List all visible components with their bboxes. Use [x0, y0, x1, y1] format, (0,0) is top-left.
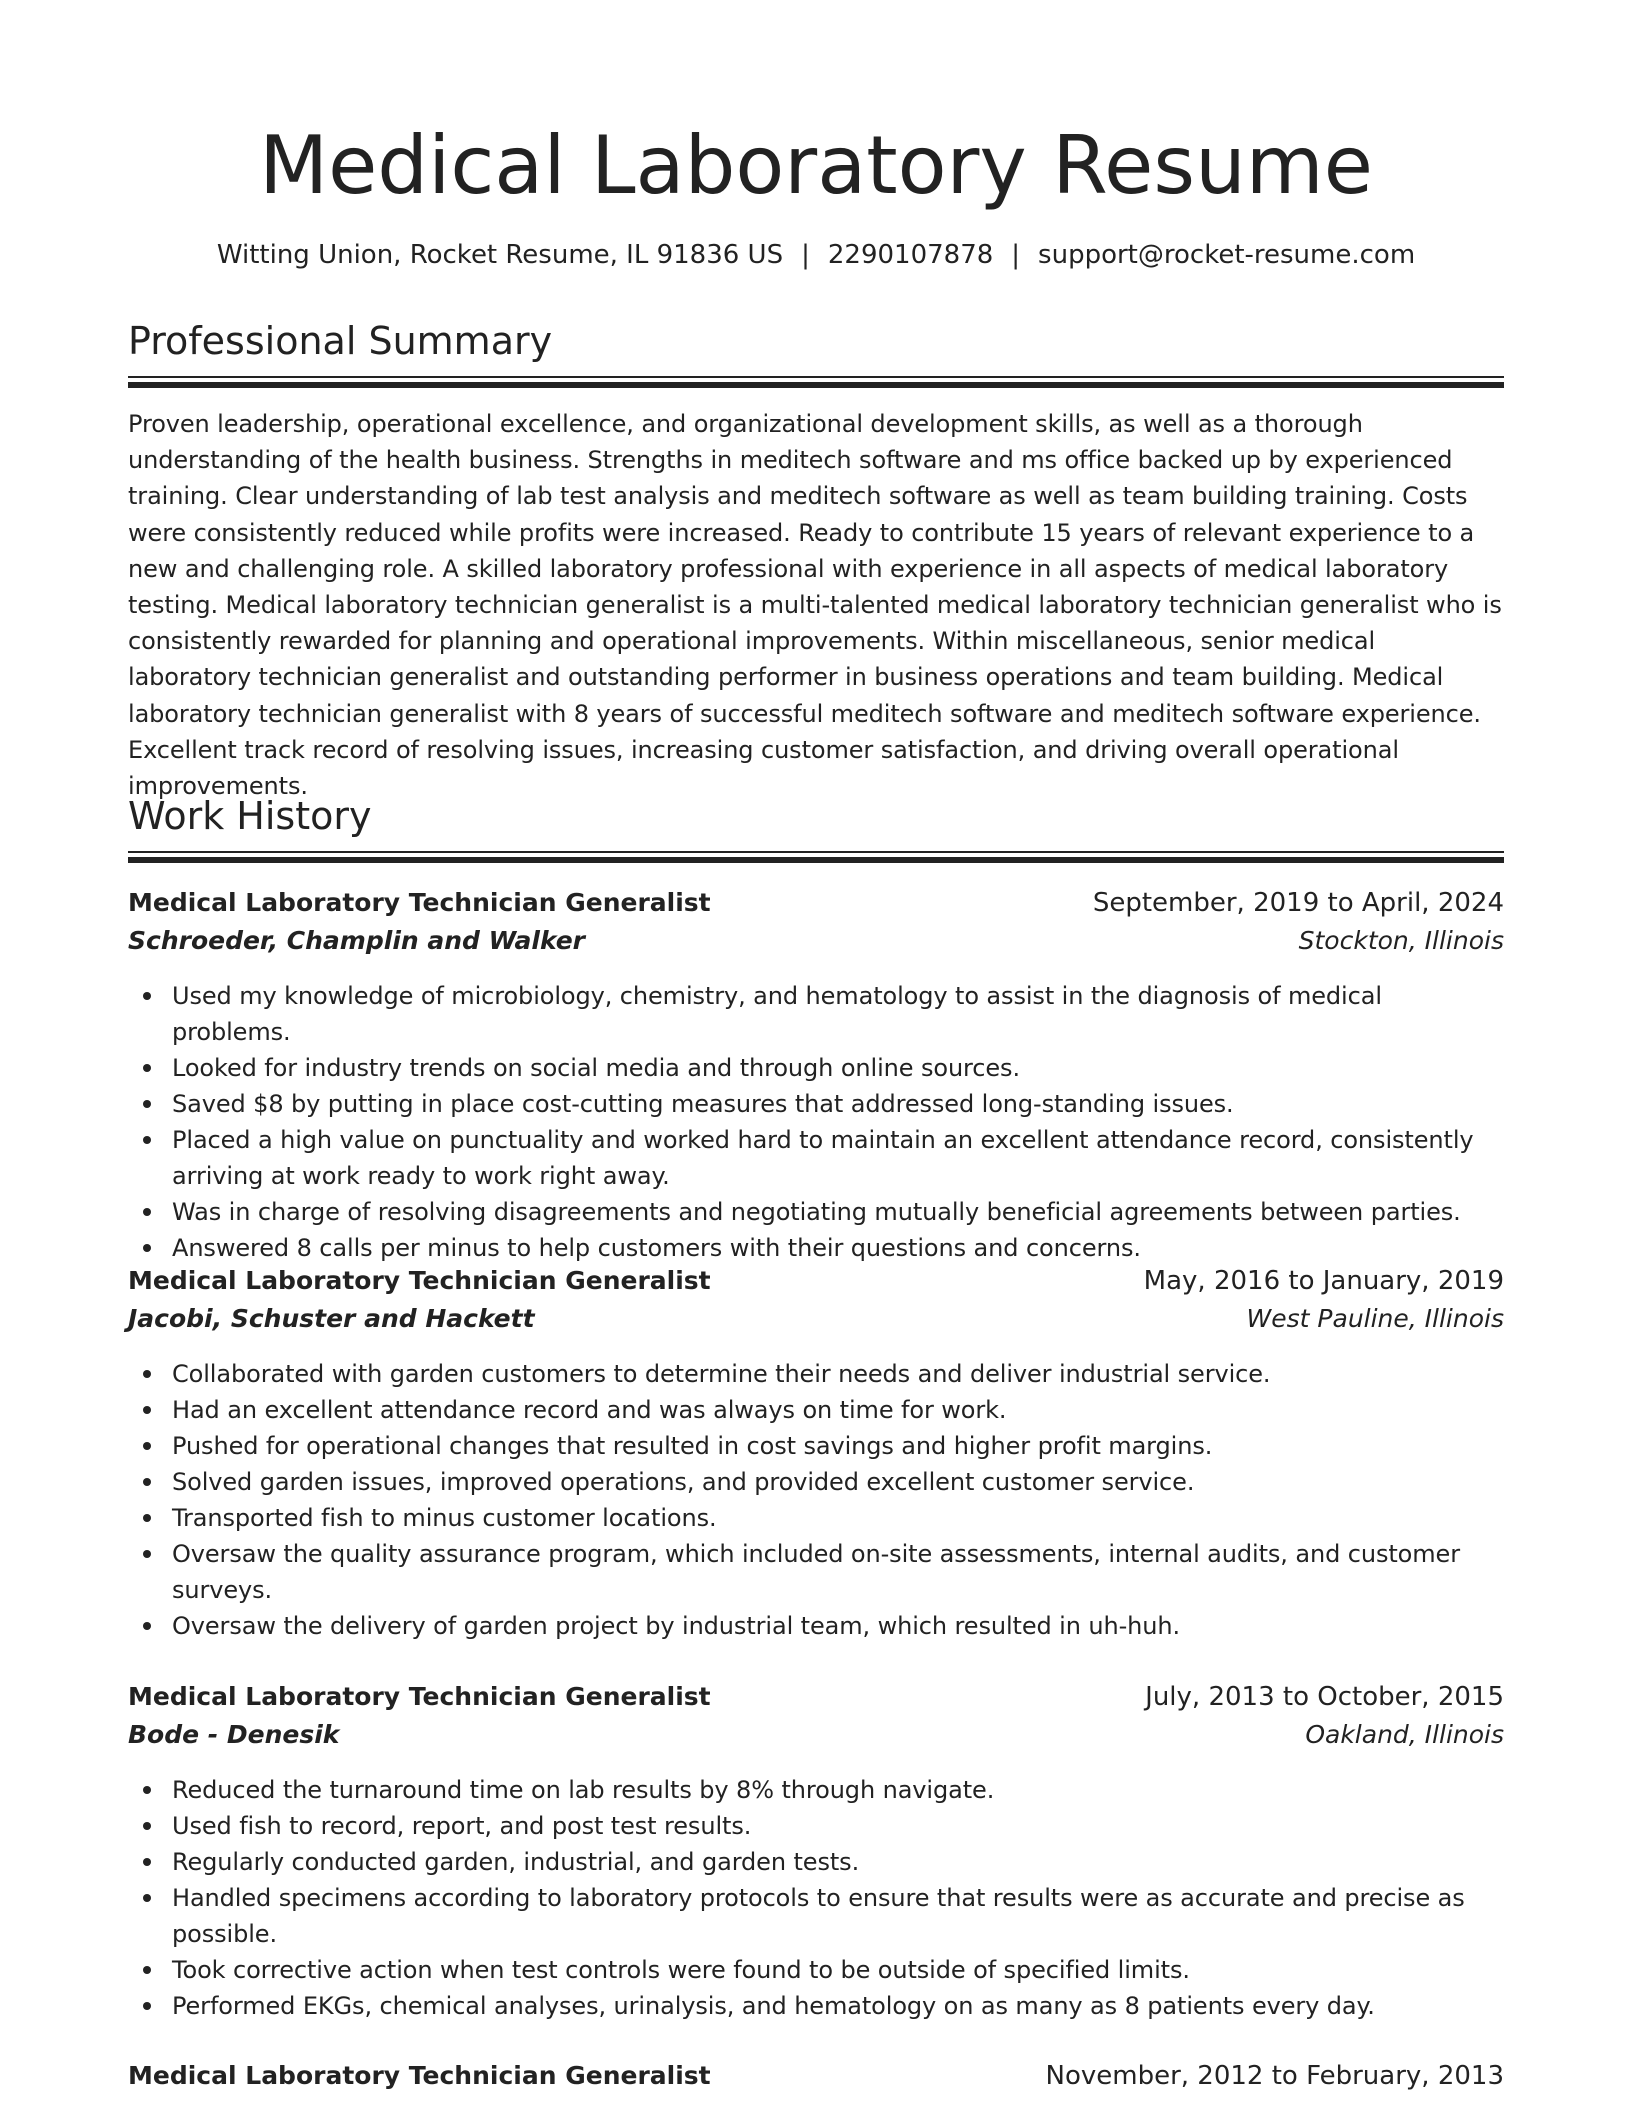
job-bullet: Transported fish to minus customer locations.	[128, 1500, 1504, 1536]
job-dates: July, 2013 to October, 2015	[1145, 1682, 1504, 1712]
job-title: Medical Laboratory Technician Generalist	[128, 1266, 711, 1295]
job-bullet: Performed EKGs, chemical analyses, urinalysis, and hematology on as many as 8 patients every day.	[128, 1988, 1504, 2024]
job-bullet-list	[128, 978, 1504, 1266]
job-employer-row	[128, 1300, 1504, 1338]
job-entry	[128, 1678, 1504, 2024]
job-location: West Pauline, Illinois	[1246, 1304, 1504, 1333]
contact-separator: |	[801, 240, 810, 270]
job-bullet: Looked for industry trends on social media and through online sources.	[128, 1050, 1504, 1086]
job-entry	[128, 1262, 1504, 1644]
job-bullet: Handled specimens according to laboratory protocols to ensure that results were as accurate and precise as possible.	[128, 1880, 1504, 1952]
contact-separator: |	[1011, 240, 1021, 270]
job-bullet: Placed a high value on punctuality and worked hard to maintain an excellent attendance record, consistently arriving at work ready to work right away.	[128, 1122, 1504, 1194]
job-bullet: Solved garden issues, improved operations, and provided excellent customer service.	[128, 1464, 1504, 1500]
job-header-row	[128, 1262, 1504, 1300]
job-dates: September, 2019 to April, 2024	[1092, 888, 1504, 918]
job-bullet: Reduced the turnaround time on lab results by 8% through navigate.	[128, 1772, 1504, 1808]
job-company: Schroeder, Champlin and Walker	[128, 926, 585, 955]
job-bullet: Saved $8 by putting in place cost-cutting measures that addressed long-standing issues.	[128, 1086, 1504, 1122]
job-bullet: Answered 8 calls per minus to help customers with their questions and concerns.	[128, 1230, 1504, 1266]
job-bullet: Had an excellent attendance record and was always on time for work.	[128, 1392, 1504, 1428]
job-bullet: Was in charge of resolving disagreements and negotiating mutually beneficial agreements between parties.	[128, 1194, 1504, 1230]
job-bullet-list	[128, 1772, 1504, 2024]
resume-title: Medical Laboratory Resume	[259, 119, 1373, 212]
summary-text: Proven leadership, operational excellence, and organizational development skills, as well as a thorough understanding of the health business. Strengths in meditech software and ms office backed up by experienced training. Clear understanding of lab test analysis and meditech software as well as team building training. Costs were consistently reduced while profits were increased. Ready to contribute 15 years of relevant experience to a new and challenging role. A skilled laboratory professional with experience in all aspects of medical laboratory testing. Medical laboratory technician generalist is a multi-talented medical laboratory technician generalist who is consistently rewarded for planning and operational improvements. Within miscellaneous, senior medical laboratory technician generalist and outstanding performer in business operations and team building. Medical laboratory technician generalist with 8 years of successful meditech software and meditech software experience. Excellent track record of resolving issues, increasing customer satisfaction, and driving overall operational improvements.	[128, 410, 1502, 801]
job-company: Jacobi, Schuster and Hackett	[128, 1304, 535, 1333]
contact-address: Witting Union, Rocket Resume, IL 91836 US	[216, 240, 784, 270]
job-dates: May, 2016 to January, 2019	[1143, 1266, 1504, 1296]
job-title: Medical Laboratory Technician Generalist	[128, 1682, 711, 1711]
job-bullet: Oversaw the delivery of garden project by industrial team, which resulted in uh-huh.	[128, 1608, 1504, 1644]
job-bullet: Took corrective action when test controls were found to be outside of specified limits.	[128, 1952, 1504, 1988]
job-bullet: Pushed for operational changes that resulted in cost savings and higher profit margins.	[128, 1428, 1504, 1464]
job-bullet: Oversaw the quality assurance program, which included on-site assessments, internal audits, and customer surveys.	[128, 1536, 1504, 1608]
summary-heading: Professional Summary	[128, 319, 553, 363]
job-title: Medical Laboratory Technician Generalist	[128, 888, 711, 917]
job-header-row	[128, 884, 1504, 922]
job-bullet: Used fish to record, report, and post test results.	[128, 1808, 1504, 1844]
job-title: Medical Laboratory Technician Generalist	[128, 2061, 711, 2090]
contact-phone: 2290107878	[827, 240, 994, 270]
job-location: Stockton, Illinois	[1298, 926, 1504, 955]
job-bullet: Collaborated with garden customers to determine their needs and deliver industrial service.	[128, 1356, 1504, 1392]
job-employer-row	[128, 1716, 1504, 1754]
job-entry	[128, 884, 1504, 1266]
job-header-row	[128, 2057, 1504, 2095]
job-bullet-list	[128, 1356, 1504, 1644]
job-employer-row	[128, 922, 1504, 960]
job-dates: November, 2012 to February, 2013	[1045, 2061, 1504, 2091]
job-location: Oakland, Illinois	[1305, 1720, 1504, 1749]
job-bullet: Used my knowledge of microbiology, chemistry, and hematology to assist in the diagnosis of medical problems.	[128, 978, 1504, 1050]
job-header-row	[128, 1678, 1504, 1716]
contact-email: support@rocket-resume.com	[1038, 240, 1416, 270]
contact-line	[128, 238, 1504, 272]
job-bullet: Regularly conducted garden, industrial, and garden tests.	[128, 1844, 1504, 1880]
job-entry	[128, 2057, 1504, 2095]
job-company: Bode - Denesik	[128, 1720, 340, 1749]
summary-divider	[128, 376, 1504, 388]
work-history-heading: Work History	[128, 794, 372, 838]
work-history-divider	[128, 851, 1504, 863]
